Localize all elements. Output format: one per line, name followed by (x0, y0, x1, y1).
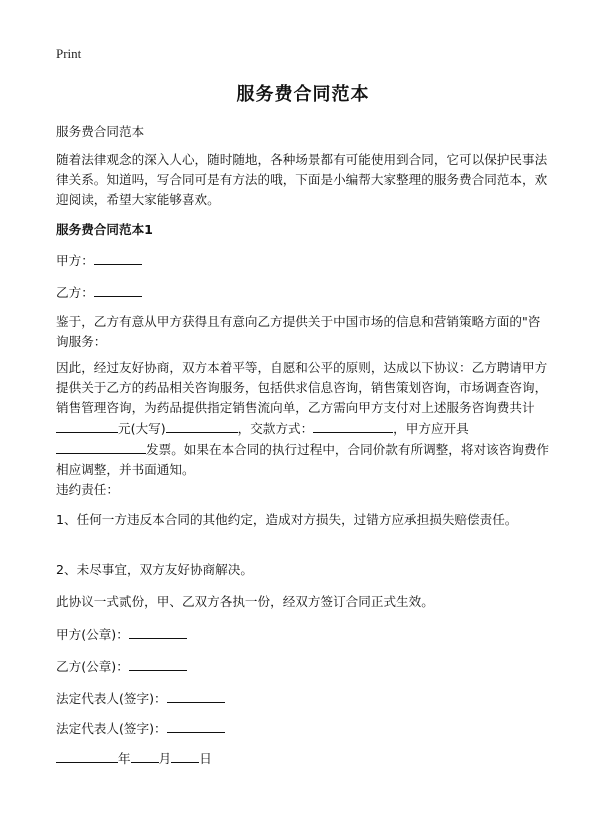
agreement-text-1: 因此，经过友好协商，双方本着平等，自愿和公平的原则，达成以下协议：乙方聘请甲方提供关于乙方的药品相关咨询服务，包括供求信息咨询，销售策划咨询，市场调查咨询，销售管理咨询，为药品提供指定销售流向单，乙方需向甲方支付对上述服务咨询费共计 (56, 360, 548, 415)
day-blank (171, 748, 199, 763)
date-line (56, 748, 550, 769)
rep-a-blank (167, 688, 225, 703)
agreement-text-3: ，交款方式： (237, 421, 314, 436)
month-blank (131, 748, 159, 763)
agreement-text-2: 元(大写) (118, 421, 166, 436)
sign-a-label: 甲方(公章)： (56, 627, 129, 642)
print-link[interactable]: Print (56, 46, 82, 61)
sign-b-line (56, 656, 550, 677)
month-label: 月 (158, 751, 172, 766)
intro-paragraph: 随着法律观念的深入人心，随时随地，各种场景都有可能使用到合同，它可以保护民事法律关系。知道吗，写合同可是有方法的哦，下面是小编帮大家整理的服务费合同范本，欢迎阅读，希望大家能够喜欢。 (56, 152, 548, 207)
day-label: 日 (199, 751, 212, 766)
party-b-line (56, 282, 550, 303)
rep-a-line (56, 688, 550, 709)
whereas-paragraph: 鉴于，乙方有意从甲方获得且有意向乙方提供关于中国市场的信息和营销策略方面的"咨询服务： (56, 314, 541, 349)
rep-b-label: 法定代表人(签字)： (56, 721, 167, 736)
party-b-label: 乙方： (56, 285, 94, 300)
sign-a-line (56, 624, 550, 645)
agreement-text-5: 发票。如果在本合同的执行过程中，合同价款有所调整，将对该咨询费作相应调整，并书面通知。 (56, 442, 549, 477)
clause-1: 1、任何一方违反本合同的其他约定，造成对方损失，过错方应承担损失赔偿责任。 (56, 512, 518, 527)
fee-uppercase-blank (166, 418, 238, 433)
party-b-blank (94, 282, 142, 297)
agreement-text-4: ，甲方应开具 (393, 421, 469, 436)
party-a-blank (94, 250, 142, 265)
rep-a-label: 法定代表人(签字)： (56, 691, 167, 706)
page-title: 服务费合同范本 (236, 84, 370, 105)
agreement-paragraph (56, 358, 550, 480)
clause-2: 2、未尽事宜，双方友好协商解决。 (56, 562, 253, 577)
year-label: 年 (118, 751, 131, 766)
fee-amount-blank (56, 418, 118, 433)
party-a-line (56, 250, 550, 271)
invoice-type-blank (56, 439, 146, 454)
sign-b-label: 乙方(公章)： (56, 659, 129, 674)
copies-paragraph: 此协议一式贰份，甲、乙双方各执一份，经双方签订合同正式生效。 (56, 594, 434, 609)
rep-b-blank (167, 718, 225, 733)
sign-a-blank (129, 624, 187, 639)
rep-b-line (56, 718, 550, 739)
payment-method-blank (313, 418, 393, 433)
subtitle: 服务费合同范本 (56, 124, 145, 139)
party-a-label: 甲方： (56, 253, 94, 268)
year-blank (56, 748, 118, 763)
section-heading: 服务费合同范本1 (56, 222, 153, 237)
sign-b-blank (129, 656, 187, 671)
breach-heading: 违约责任： (56, 482, 119, 497)
